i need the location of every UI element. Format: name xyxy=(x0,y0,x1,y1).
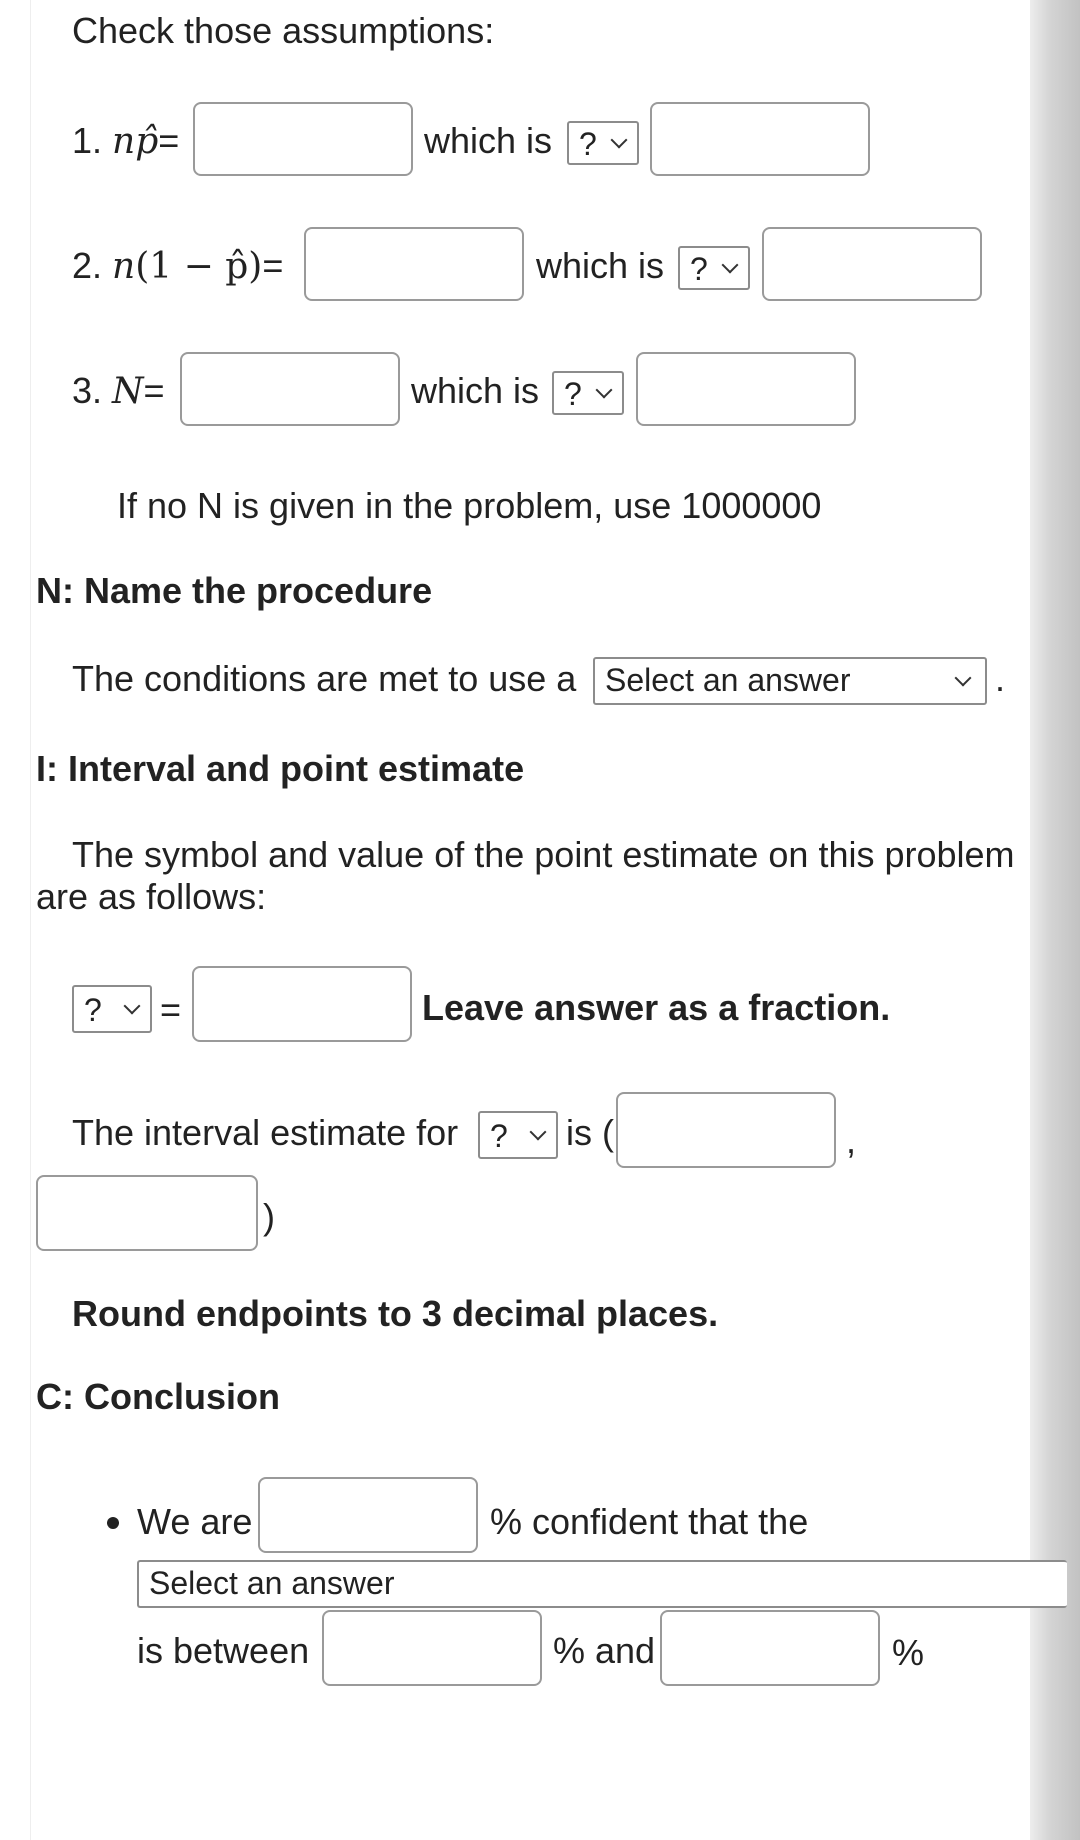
assumption-1-label xyxy=(72,120,179,163)
default-n-note: If no N is given in the problem, use 1000000 xyxy=(117,485,822,526)
interval-estimate-text: The interval estimate for xyxy=(72,1112,459,1153)
round-note: Round endpoints to 3 decimal places. xyxy=(72,1293,719,1334)
chevron-down-icon xyxy=(530,1124,547,1141)
point-estimate-symbol-select[interactable] xyxy=(72,985,152,1033)
interval-upper-bound-input[interactable] xyxy=(36,1175,258,1251)
chevron-down-icon xyxy=(722,257,739,274)
interval-close-paren: ) xyxy=(263,1196,275,1237)
which-is-label-3: which is xyxy=(411,370,540,411)
content-border xyxy=(30,0,31,1840)
percent-sign: % xyxy=(892,1632,925,1673)
assumption-3-label xyxy=(72,370,165,413)
assumption-3-comparison-select[interactable] xyxy=(552,371,624,415)
assumption-1-threshold-input[interactable] xyxy=(650,102,870,176)
point-estimate-text-line1: The symbol and value of the point estimate on this problem xyxy=(72,834,1015,875)
select-value: ? xyxy=(690,251,708,287)
chevron-down-icon xyxy=(596,382,613,399)
assumption-1-expression: np̂ xyxy=(112,121,159,162)
conclusion-lower-percent-input[interactable] xyxy=(322,1610,542,1686)
bullet-icon xyxy=(107,1517,119,1529)
conclusion-heading: C: Conclusion xyxy=(36,1376,280,1417)
point-estimate-value-input[interactable] xyxy=(192,966,412,1042)
conditions-sentence: The conditions are met to use a xyxy=(72,658,577,699)
we-are-text: We are xyxy=(137,1501,253,1542)
assumption-2-value-input[interactable] xyxy=(304,227,524,301)
parameter-description-select-label: Select an answer xyxy=(149,1565,395,1601)
assumption-3-equals: = xyxy=(143,370,165,411)
chevron-down-icon xyxy=(955,670,972,687)
confidence-level-input[interactable] xyxy=(258,1477,478,1553)
procedure-select[interactable] xyxy=(593,657,987,705)
which-is-label-1: which is xyxy=(424,120,553,161)
assumption-1-value-input[interactable] xyxy=(193,102,413,176)
point-estimate-text-line2: are as follows: xyxy=(36,876,267,917)
assumption-2-threshold-input[interactable] xyxy=(762,227,982,301)
assumption-2-expression: (1 − p̂) xyxy=(135,246,263,287)
assumption-3-number: 3. xyxy=(72,370,103,411)
point-estimate-equals: = xyxy=(160,989,182,1030)
assumption-1-comparison-select[interactable] xyxy=(567,121,639,165)
assumption-2-comparison-select[interactable] xyxy=(678,246,750,290)
conclusion-upper-percent-input[interactable] xyxy=(660,1610,880,1686)
interval-parameter-select[interactable] xyxy=(478,1111,558,1159)
name-procedure-heading: N: Name the procedure xyxy=(36,570,433,611)
interval-comma: , xyxy=(846,1120,857,1161)
chevron-down-icon xyxy=(611,132,628,149)
which-is-label-2: which is xyxy=(536,245,665,286)
assumption-2-number: 2. xyxy=(72,245,103,286)
assumption-3-value-input[interactable] xyxy=(180,352,400,426)
interval-heading: I: Interval and point estimate xyxy=(36,748,525,789)
procedure-select-label: Select an answer xyxy=(605,662,851,698)
select-value: ? xyxy=(564,376,582,412)
assumption-3-expression: N xyxy=(112,371,144,412)
select-value: ? xyxy=(84,992,102,1028)
assumption-3-threshold-input[interactable] xyxy=(636,352,856,426)
assumption-1-equals: = xyxy=(158,120,180,161)
assumption-1-number: 1. xyxy=(72,120,103,161)
select-value: ? xyxy=(579,126,597,162)
parameter-description-select[interactable] xyxy=(137,1560,1067,1608)
assumption-2-n: n xyxy=(112,246,136,287)
is-between-text: is between xyxy=(137,1630,310,1671)
assumptions-heading: Check those assumptions: xyxy=(72,10,495,51)
fraction-note: Leave answer as a fraction. xyxy=(422,987,891,1028)
select-value: ? xyxy=(490,1118,508,1154)
chevron-down-icon xyxy=(124,998,141,1015)
interval-is-open-paren: is ( xyxy=(566,1112,614,1153)
assumption-2-equals: = xyxy=(262,245,284,286)
sentence-period: . xyxy=(995,658,1006,699)
confident-that-text: % confident that the xyxy=(490,1501,809,1542)
percent-and-text: % and xyxy=(553,1630,656,1671)
assumption-2-label xyxy=(72,245,283,288)
interval-lower-bound-input[interactable] xyxy=(616,1092,836,1168)
